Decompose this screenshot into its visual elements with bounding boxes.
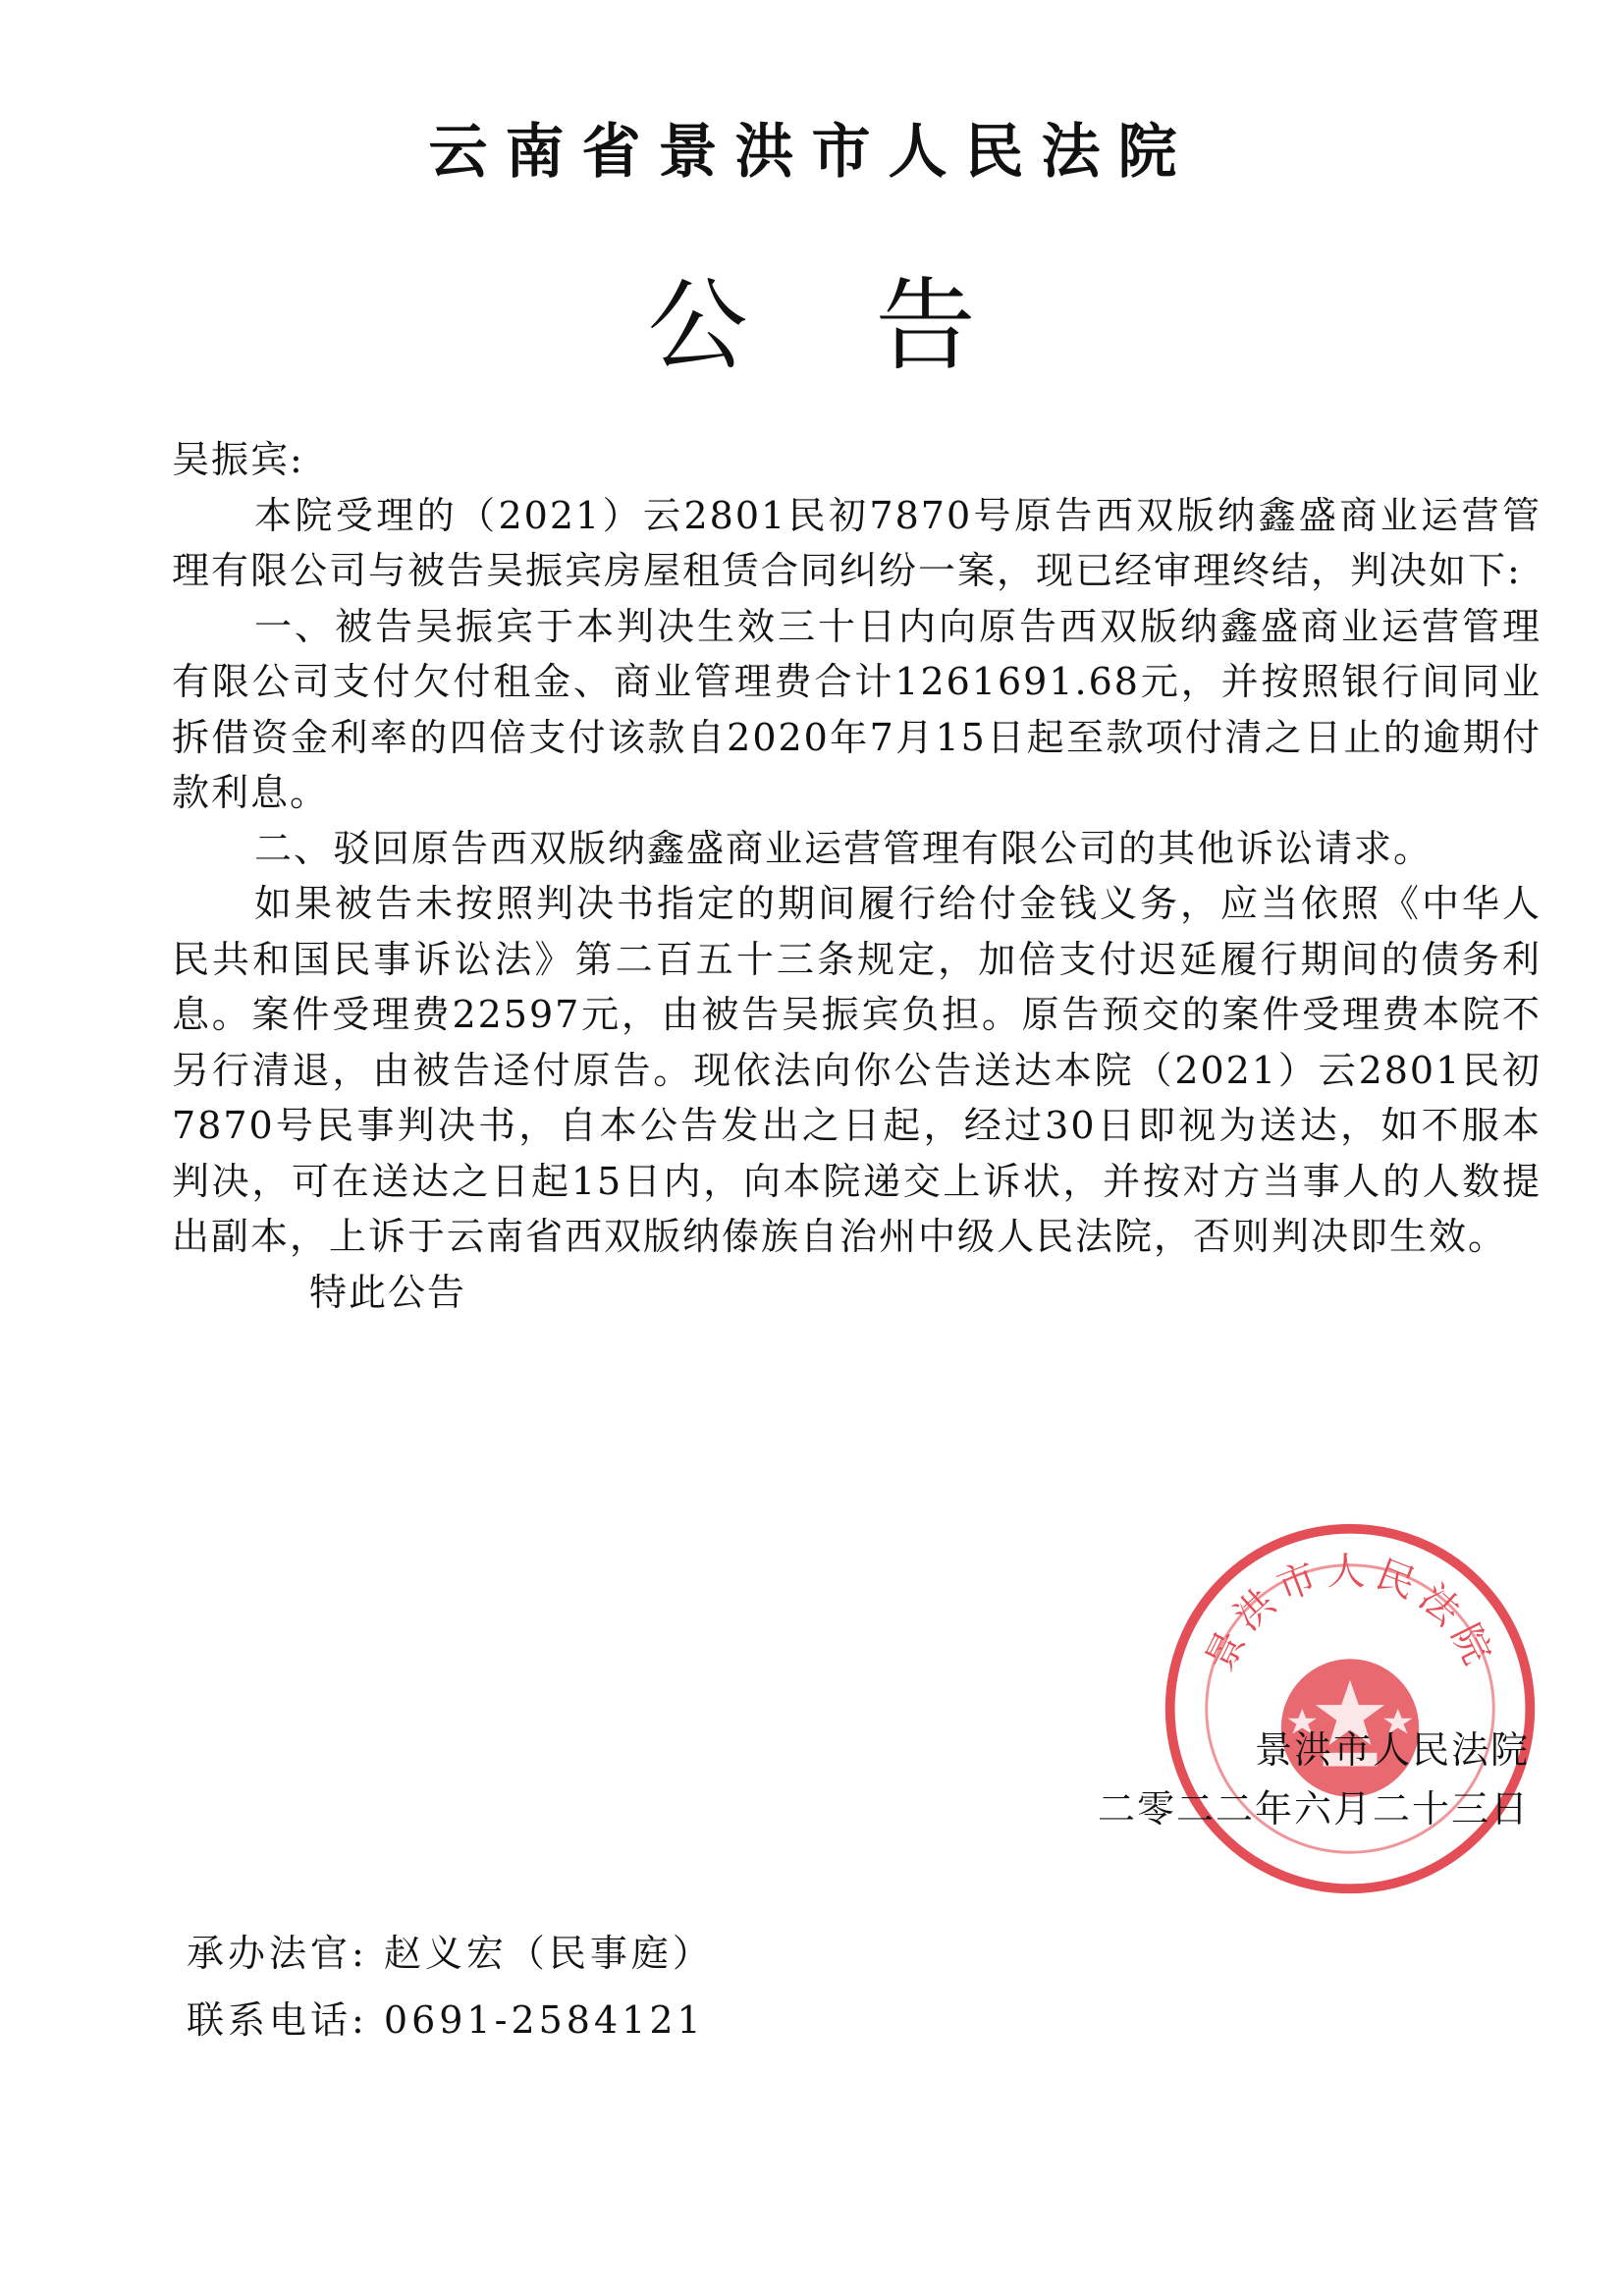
phone-line xyxy=(187,1987,714,2053)
closing-statement: 特此公告 xyxy=(309,1270,467,1314)
paragraph-case-intro: 本院受理的（2021）云2801民初7870号原告西双版纳鑫盛商业运营管理有限公司与被告吴振宾房屋租赁合同纠纷一案，现已经审理终结，判决如下: xyxy=(172,493,1542,592)
paragraph-judgment-item-1: 一、被告吴振宾于本判决生效三十日内向原告西双版纳鑫盛商业运营管理有限公司支付欠付租金、商业管理费合计1261691.68元，并按照银行间同业拆借资金利率的四倍支付该款自2020年7月15日起至款项付清之日止的逾期付款利息。 xyxy=(172,604,1542,814)
phone-label: 联系电话: xyxy=(187,1998,368,2042)
paragraph-judgment-item-2: 二、驳回原告西双版纳鑫盛商业运营管理有限公司的其他诉讼请求。 xyxy=(254,826,1434,870)
announcement-body xyxy=(172,432,1542,1320)
signature-block xyxy=(1098,1721,1530,1838)
court-seal-stamp xyxy=(1159,1517,1542,1900)
seal-arc-text: 景洪市人民法院 xyxy=(1197,1550,1503,1678)
judge-label: 承办法官: xyxy=(187,1932,368,1975)
judge-line xyxy=(187,1920,714,1987)
document-title: 公告 xyxy=(647,268,1104,385)
contact-info xyxy=(187,1920,714,2053)
signing-date: 二零二二年六月二十三日 xyxy=(1097,1787,1530,1831)
addressee: 吴振宾: xyxy=(172,438,304,481)
judge-value: 赵义宏（民事庭） xyxy=(383,1932,714,1975)
signing-court: 景洪市人民法院 xyxy=(1254,1728,1530,1772)
paragraph-obligations-notice: 如果被告未按照判决书指定的期间履行给付金钱义务，应当依照《中华人民共和国民事诉讼法》第二百五十三条规定，加倍支付迟延履行期间的债务利息。案件受理费22597元，由被告吴振宾负担。原告预交的案件受理费本院不另行清退，由被告迳付原告。现依法向你公告送达本院（2021）云2801民初7870号民事判决书，自本公告发出之日起，经过30日即视为送达，如不服本判决，可在送达之日起15日内，向本院递交上诉状，并按对方当事人的人数提出副本，上诉于云南省西双版纳傣族自治州中级人民法院，否则判决即生效。 xyxy=(172,882,1542,1258)
phone-value: 0691-2584121 xyxy=(383,1998,705,2042)
court-name-header: 云南省景洪市人民法院 xyxy=(428,118,1195,187)
